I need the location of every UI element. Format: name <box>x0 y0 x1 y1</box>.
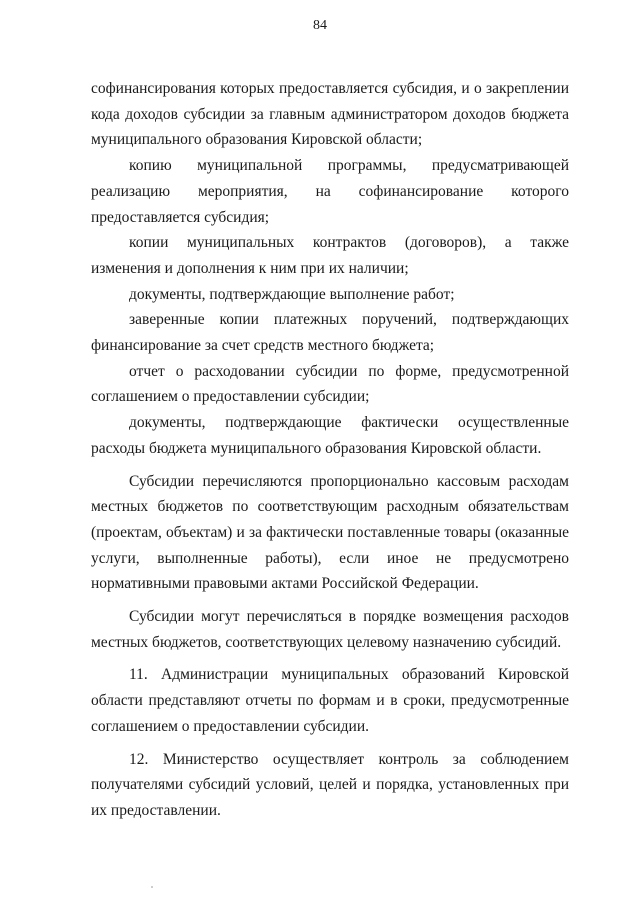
paragraph: отчет о расходовании субсидии по форме, предусмотренной соглашением о предоставлении субсидии; <box>91 362 569 406</box>
paragraph: Субсидии могут перечисляться в порядке возмещения расходов местных бюджетов, соответствующих целевому назначению субсидий. <box>91 608 569 651</box>
page-number: 84 <box>313 18 327 33</box>
scan-speck <box>151 886 153 888</box>
paragraph: копию муниципальной программы, предусматривающей реализацию мероприятия, на софинансирование которого предоставляется субсидия; <box>91 157 569 226</box>
paragraph: софинансирования которых предоставляется субсидия, и о закреплении кода доходов субсидии за главным администратором доходов бюджета муниципального образования Кировской области; <box>91 80 569 149</box>
paragraph: копии муниципальных контрактов (договоров), а также изменения и дополнения к ним при их наличии; <box>91 234 569 277</box>
document-body <box>91 76 569 824</box>
paragraph: 11. Администрации муниципальных образований Кировской области представляют отчеты по формам и в сроки, предусмотренные соглашением о предоставлении субсидии. <box>91 666 569 735</box>
paragraph: 12. Министерство осуществляет контроль за соблюдением получателями субсидий условий, целей и порядка, установленных при их предоставлении. <box>91 750 569 819</box>
paragraph: документы, подтверждающие выполнение работ; <box>129 285 455 303</box>
paragraph: заверенные копии платежных поручений, подтверждающих финансирование за счет средств местного бюджета; <box>91 311 569 355</box>
paragraph: Субсидии перечисляются пропорционально кассовым расходам местных бюджетов по соответствующим расходным обязательствам (проектам, объектам) и за фактически поставленные товары (оказанные услуги, выполненные работы), если иное не предусмотрено нормативными правовыми актами Российской Федерации. <box>91 472 569 593</box>
paragraph: документы, подтверждающие фактически осуществленные расходы бюджета муниципального образования Кировской области. <box>91 414 569 457</box>
